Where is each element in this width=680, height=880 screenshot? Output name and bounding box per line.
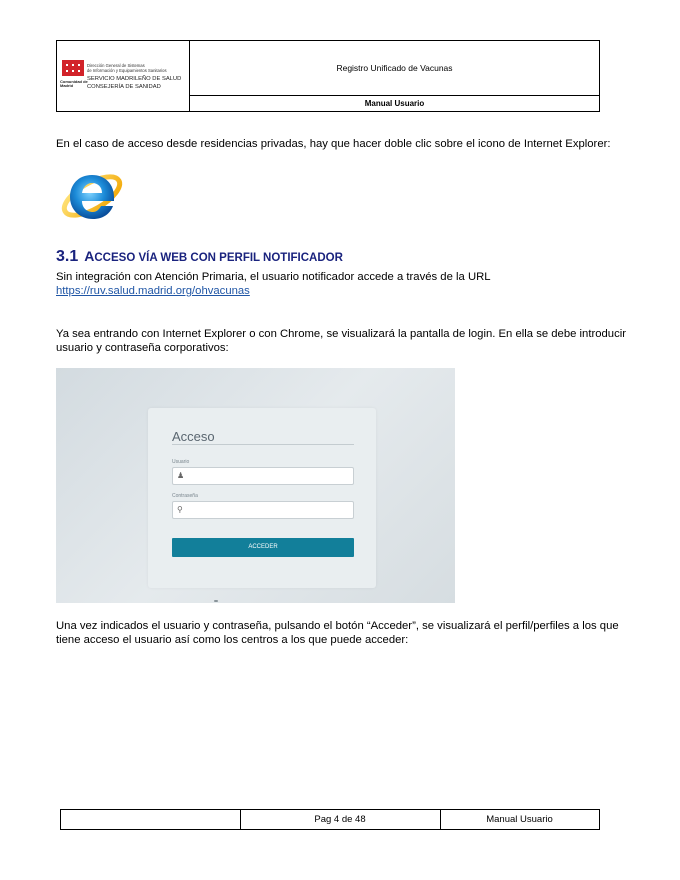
logo-region-name: Comunidad de Madrid bbox=[60, 79, 88, 88]
organization-logo bbox=[57, 41, 190, 111]
page-number: Pag 4 de 48 bbox=[240, 810, 441, 829]
document-footer bbox=[60, 809, 600, 830]
user-input[interactable] bbox=[172, 467, 354, 485]
logo-line-3: SERVICIO MADRILEÑO DE SALUD bbox=[87, 76, 182, 82]
internet-explorer-icon bbox=[56, 163, 126, 231]
login-paragraph: Ya sea entrando con Internet Explorer o con Chrome, se visualizará la pantalla de login. En ella se debe introducir usuario y contraseña corporativos: bbox=[56, 328, 626, 354]
madrid-flag-icon bbox=[62, 60, 84, 76]
ruv-url-link[interactable]: https://ruv.salud.madrid.org/ohvacunas bbox=[56, 285, 250, 297]
user-label: Usuario bbox=[172, 459, 190, 465]
password-input[interactable] bbox=[172, 501, 354, 519]
key-icon: ⚲ bbox=[177, 505, 183, 514]
document-header bbox=[56, 40, 600, 112]
url-paragraph: Sin integración con Atención Primaria, el usuario notificador accede a través de la URL https://ruv.salud.madrid.org/ohvacunas bbox=[56, 271, 491, 297]
pager-dot bbox=[214, 600, 218, 602]
intro-paragraph: En el caso de acceso desde residencias privadas, hay que hacer doble clic sobre el icono de Internet Explorer: bbox=[56, 138, 611, 150]
section-number: 3.1 bbox=[56, 248, 79, 265]
after-login-paragraph: Una vez indicados el usuario y contraseña, pulsando el botón “Acceder”, se visualizará el perfil/perfiles a los que tiene acceso el usuario así como los centros a los que puede acceder: bbox=[56, 620, 619, 646]
document-title: Registro Unificado de Vacunas bbox=[190, 41, 599, 96]
login-screenshot bbox=[56, 368, 455, 603]
logo-line-1: Dirección General de Sistemas de Información y Equipamientos Sanitarios bbox=[87, 63, 167, 73]
password-label: Contraseña bbox=[172, 493, 198, 499]
logo-line-4: CONSEJERÍA DE SANIDAD bbox=[87, 84, 161, 90]
login-card bbox=[148, 408, 376, 588]
section-heading: 3.1 ACCESO VÍA WEB CON PERFIL NOTIFICADOR bbox=[56, 248, 343, 265]
document-subtitle: Manual Usuario bbox=[364, 99, 425, 108]
footer-left-cell bbox=[61, 810, 241, 829]
user-icon: ♟ bbox=[177, 471, 185, 480]
acceder-button[interactable]: ACCEDER bbox=[172, 538, 354, 557]
title-divider bbox=[172, 444, 354, 445]
footer-doc-name: Manual Usuario bbox=[486, 814, 553, 825]
login-title: Acceso bbox=[172, 429, 215, 444]
